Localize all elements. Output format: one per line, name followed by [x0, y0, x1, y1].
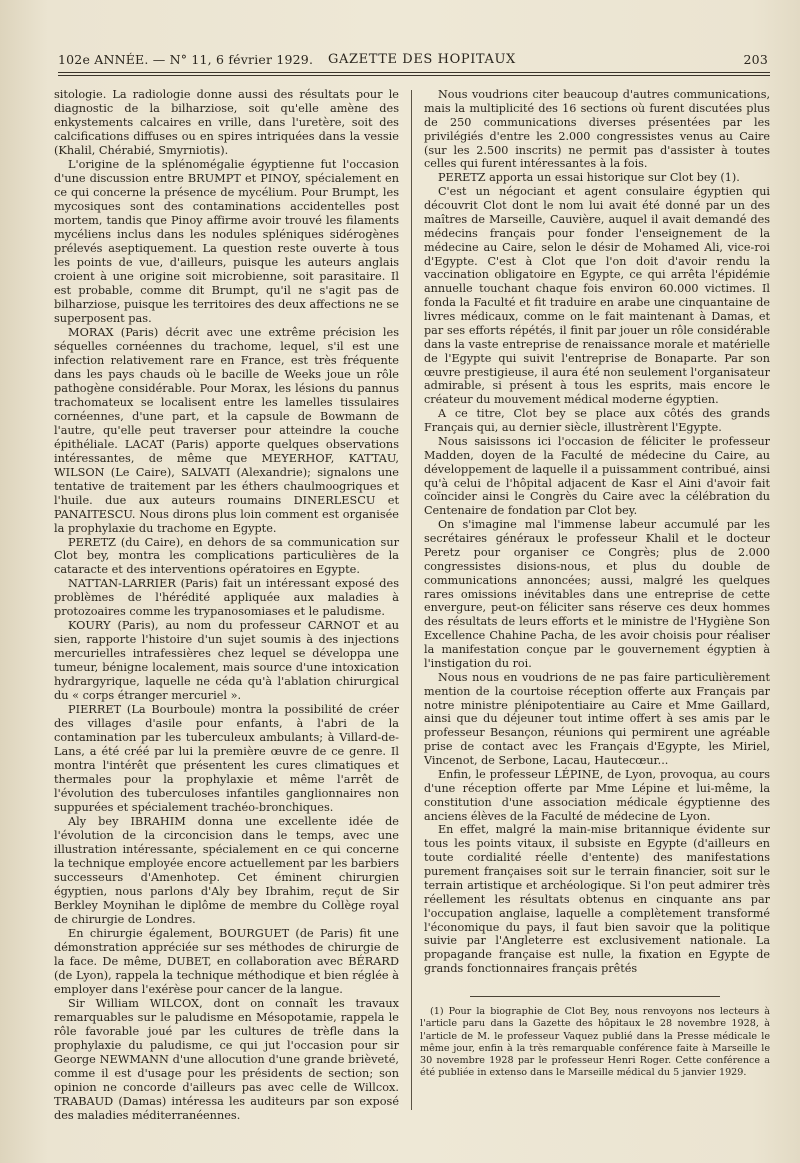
journal-title: GAZETTE DES HOPITAUX: [328, 52, 516, 67]
paragraph: Aly bey IBRAHIM donna une excellente idée de l'évolution de la circoncision dans le temps, avec une illustration intéressante, spécialement en ce qui concerne la technique employée encore actuellement par les barbiers successeurs d'Amenhotep. Cet éminent chirurgien égyptien, nous parlons d'Aly bey Ibrahim, reçut de Sir Berkley Moynihan le diplôme de membre du Collège royal de chirurgie de Londres.: [54, 815, 399, 927]
paragraph: L'origine de la splénomégalie égyptienne fut l'occasion d'une discussion entre BRUMPT et PINOY, spécialement en ce qui concerne la présence de mycélium. Pour Brumpt, les mycosiques sont des contaminations accidentelles post mortem, tandis que Pinoy affirme avoir trouvé les filaments mycéliens inclus dans les nodules spléniques sidérogènes prélevés aseptiquement. La question reste ouverte à tous les points de vue, d'ailleurs, puisque les auteurs anglais croient à une origine soit microbienne, soit parasitaire. Il est probable, comme dit Brumpt, qu'il ne s'agit pas de bilharziose, puisque les territoires des deux affections ne se superposent pas.: [54, 157, 399, 325]
paragraph: Nous nous en voudrions de ne pas faire particulièrement mention de la courtoise réception offerte aux Français par notre ministre plénipotentiaire au Caire et Mme Gaillard, ainsi que du déjeuner tout intime offert à ses amis par le professeur Besançon, réunions qui permirent une agréable prise de contact avec les Français d'Egypte, les Miriel, Vincenot, de Serbone, Lacau, Hautecœur...: [424, 670, 770, 767]
paragraph: PERETZ apporta un essai historique sur Clot bey (1).: [438, 171, 740, 185]
paragraph: En effet, malgré la main-mise britannique évidente sur tous les points vitaux, il subsiste en Egypte (d'ailleurs en toute cordialité réelle d'entente) des manifestations purement françaises soit sur le terrain financier, soit sur le terrain artistique et archéologique. Si l'on peut admirer très réellement les résultats obtenus en cinquante ans par l'occupation anglaise, laquelle a complètement transformé l'économique du pays, il faut bien savoir que la politique suivie par l'Angleterre est exclusivement nationale. La propagande française est nulle, la fixation en Egypte de grands fonctionnaires français prêtés: [424, 823, 770, 976]
paragraph: A ce titre, Clot bey se place aux côtés des grands Français qui, au dernier siècle, illustrèrent l'Egypte.: [424, 407, 770, 434]
footnote-rule: [470, 996, 720, 997]
issue-info: 102e ANNÉE. — N° 11, 6 février 1929.: [58, 52, 314, 67]
paragraph: On s'imagine mal l'immense labeur accumulé par les secrétaires généraux le professeur Khalil et le docteur Peretz pour organiser ce Congrès; plus de 2.000 congressistes disions-nous, et plus du double de communications annoncées; aussi, malgré les quelques rares omissions inévitables dans une entreprise de cette envergure, peut-on féliciter sans réserve ces deux hommes des résultats de leurs efforts et le ministre de l'Hygiène Son Excellence Chahine Pacha, de les avoir choisis pour réaliser la manifestation conçue par le gouvernement égyptien à l'instigation du roi.: [424, 518, 770, 670]
column-divider: [411, 90, 412, 1110]
page-number: 203: [743, 52, 768, 67]
paragraph: KOURY (Paris), au nom du professeur CARNOT et au sien, rapporte l'histoire d'un sujet soumis à des injections mercurielles intrafessières chez lequel se développa une tumeur, bénigne localement, mais source d'une intoxication hydrargyrique, laquelle ne céda qu'à l'ablation chirurgical du « corps étranger mercuriel ».: [54, 619, 399, 703]
footnote-text: (1) Pour la biographie de Clot Bey, nous renvoyons nos lecteurs à l'article paru dans la Gazette des hôpitaux le 28 novembre 1928, à l'article de M. le professeur Vaquez publié dans la Presse médicale le même jour, enfin à la très remarquable conférence faite à Marseille le 30 novembre 1928 par le professeur Henri Roger. Cette conférence a été publiée in extenso dans le Marseille médical du 5 janvier 1929.: [420, 1006, 770, 1079]
paragraph: Sir William WILCOX, dont on connaît les travaux remarquables sur le paludisme en Mésopotamie, rappela le rôle favorable joué par les cultures de trèfle dans la prophylaxie du paludisme, ce qui jut l'occasion pour sir George NEWMANN d'une allocution d'une grande brièveté, comme il est d'usage pour les présidents de section; son opinion ne concorde d'ailleurs pas avec celle de Willcox. TRABAUD (Damas) intéressa les auditeurs par son exposé des maladies méditerranéennes.: [54, 996, 399, 1122]
left-column: [54, 88, 399, 1123]
paragraph: MORAX (Paris) décrit avec une extrême précision les séquelles cornéennes du trachome, lequel, s'il est une infection relativement rare en France, est très fréquente dans les pays chauds où le bacille de Weeks joue un rôle pathogène considérable. Pour Morax, les lésions du pannus trachomateux se localisent entre les lamelles tissulaires cornéennes, d'une part, et la capsule de Bowmann de l'autre, qu'elle peut traverser pour atteindre la couche épithéliale. LACAT (Paris) apporte quelques observations intéressantes, de même que MEYERHOF, KATTAU, WILSON (Le Caire), SALVATI (Alexandrie); signalons une tentative de traitement par les éthers chaulmoogriques et l'huile. due aux auteurs roumains DINERLESCU et PANAITESCU. Nous dirons plus loin comment est organisée la prophylaxie du trachome en Egypte.: [54, 325, 399, 535]
header-rule-double: [58, 75, 770, 76]
paragraph: PIERRET (La Bourboule) montra la possibilité de créer des villages d'asile pour enfants, à l'abri de la contamination par les tuberculeux ambulants; à Villard-de-Lans, a été créé par lui la première œuvre de ce genre. Il montra l'intérêt que présentent les cures climatiques et thermales pour la prophylaxie et même l'arrêt de l'évolution des tuberculoses infantiles ganglionnaires non suppurées et spécialement trachéo-bronchiques.: [54, 703, 399, 815]
page-header: [58, 52, 768, 72]
paragraph: sitologie. La radiologie donne aussi des résultats pour le diagnostic de la bilharziose, soit qu'elle amène des enkystements calcaires en vrille, dans l'uretère, soit des calcifications diffuses ou en spires intriquées dans la vessie (Khalil, Chérabié, Smyrniotis).: [54, 88, 399, 157]
paragraph: En chirurgie également, BOURGUET (de Paris) fit une démonstration appréciée sur ses méthodes de chirurgie de la face. De même, DUBET, en collaboration avec BÉRARD (de Lyon), rappela la technique méthodique et bien réglée à employer dans l'exérèse pour cancer de la langue.: [54, 927, 399, 996]
paragraph: Nous saisissons ici l'occasion de féliciter le professeur Madden, doyen de la Faculté de médecine du Caire, au développement de laquelle il a puissamment contribué, ainsi qu'à celui de l'hôpital adjacent de Kasr el Aini d'avoir fait coïncider ainsi le Congrès du Caire avec la célébration du Centenaire de fondation par Clot bey.: [424, 434, 770, 518]
paragraph: C'est un négociant et agent consulaire égyptien qui découvrit Clot dont le nom lui avait été donné par un des maîtres de Marseille, Cauvière, auquel il avait demandé des médecins français pour fonder l'enseignement de la médecine au Caire, selon le désir de Mohamed Ali, vice-roi d'Egypte. C'est à Clot que l'on doit d'avoir rendu la vaccination obligatoire en Egypte, ce qui arrêta l'épidémie annuelle touchant chaque fois environ 60.000 victimes. Il fonda la Faculté et fit traduire en arabe une cinquantaine de livres médicaux, comme on le fait maintenant à Damas, et par ses efforts répétés, il finit par jouer un rôle considérable dans la vaste entreprise de renaissance morale et matérielle de l'Egypte qui suivit l'entreprise de Bonaparte. Par son œuvre prestigieuse, il aura été non seulement l'organisateur admirable, si présent à tous les esprits, mais encore le créateur du mouvement médical moderne égyptien.: [424, 185, 770, 407]
right-column: [424, 88, 770, 976]
paragraph: PERETZ (du Caire), en dehors de sa communication sur Clot bey, montra les complications particulières de la cataracte et des interventions opératoires en Egypte.: [54, 535, 399, 577]
footnote: [420, 1006, 770, 1080]
paragraph: Enfin, le professeur LÉPINE, de Lyon, provoqua, au cours d'une réception offerte par Mme Lépine et lui-même, la constitution d'une association médicale égyptienne des anciens élèves de la Faculté de médecine de Lyon.: [424, 767, 770, 823]
paragraph: NATTAN-LARRIER (Paris) fait un intéressant exposé des problèmes de l'hérédité appliquée aux maladies à protozoaires comme les trypanosomiases et le paludisme.: [54, 577, 399, 619]
paragraph: Nous voudrions citer beaucoup d'autres communications, mais la multiplicité des 16 sections où furent discutées plus de 250 communications diverses présentées par les privilégiés d'entre les 2.000 congressistes venus au Caire (sur les 2.500 inscrits) ne permit pas d'assister à toutes celles qui furent intéressantes à la fois.: [424, 88, 770, 171]
header-rule: [58, 72, 770, 73]
